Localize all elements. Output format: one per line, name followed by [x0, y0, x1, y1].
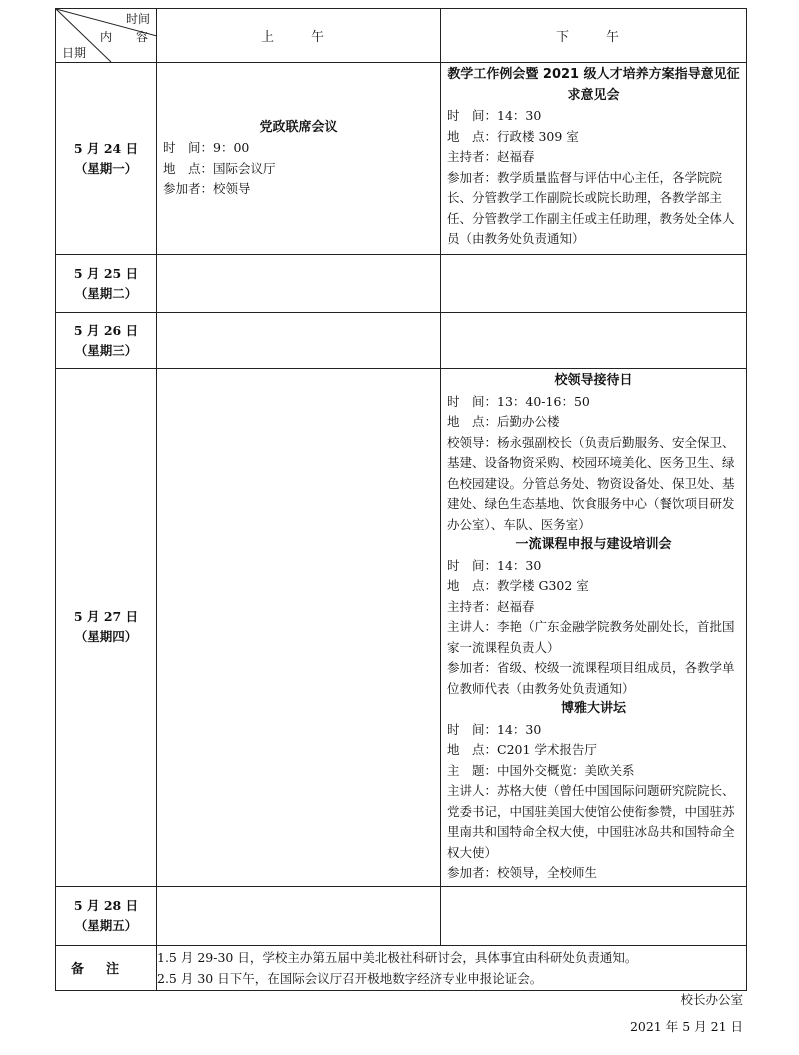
weekday-label: （星期一）	[74, 160, 138, 176]
weekday-label: （星期二）	[74, 285, 138, 301]
am-cell	[157, 369, 441, 887]
footer-date: 2021 年 5 月 21 日	[629, 1019, 743, 1034]
pm-cell	[441, 369, 747, 887]
weekday-label: （星期三）	[74, 342, 138, 358]
am-header: 上 午	[157, 9, 441, 63]
event-detail: 地 点：国际会议厅	[163, 160, 276, 176]
date-cell	[56, 313, 157, 369]
date-cell	[56, 255, 157, 313]
notes-label: 备注	[56, 945, 157, 990]
date-label: 5 月 28 日	[73, 897, 139, 913]
event-detail: 主持者：赵福春	[447, 149, 535, 164]
event-detail: 地 点：后勤办公楼	[447, 414, 560, 429]
corner-cell	[56, 9, 157, 63]
event-detail: 参加者：校领导，全校师生	[447, 865, 598, 880]
pm-cell	[441, 886, 747, 945]
corner-time-label: 时间	[125, 12, 150, 26]
corner-content-label: 内 容	[99, 30, 148, 44]
date-cell	[56, 886, 157, 945]
event-title: 教学工作例会暨 2021 级人才培养方案指导意见征求意见会	[447, 67, 740, 103]
date-cell	[56, 63, 157, 255]
date-label: 5 月 25 日	[73, 265, 139, 281]
schedule-table	[55, 8, 747, 991]
am-cell	[157, 63, 441, 255]
pm-cell	[441, 63, 747, 255]
notes-content	[157, 945, 747, 990]
event-detail: 主讲人：李艳（广东金融学院教务处副处长，首批国家一流课程负责人）	[447, 619, 735, 655]
event-title: 党政联席会议	[259, 119, 338, 135]
event-detail: 主 题：中国外交概览：美欧关系	[447, 762, 635, 778]
weekday-label: （星期五）	[74, 917, 138, 933]
footer-office: 校长办公室	[680, 992, 743, 1007]
date-label: 5 月 27 日	[73, 609, 139, 625]
am-cell	[157, 886, 441, 945]
event-detail: 主讲人：苏格大使（曾任中国国际问题研究院院长、党委书记，中国驻美国大使馆公使衔参赞，中国驻苏里南共和国特命全权大使，中国驻冰岛共和国特命全权大使）	[447, 783, 735, 860]
event-detail: 时 间：14：30	[447, 108, 542, 123]
day-row	[56, 313, 747, 369]
event-detail: 时 间：14：30	[447, 557, 542, 573]
corner-date-label: 日期	[62, 46, 87, 60]
pm-header: 下 午	[441, 9, 747, 63]
note-item: 1.5 月 29-30 日，学校主办第五届中美北极社科研讨会，具体事宜由科研处负责通知。	[157, 949, 638, 965]
date-cell	[56, 369, 157, 887]
day-row	[56, 255, 747, 313]
event-detail: 参加者：教学质量监督与评估中心主任，各学院院长、分管教学工作副院长或院长助理，各教学部主任、分管教学工作副主任或主任助理，教务处全体人员（由教务处负责通知）	[447, 169, 735, 246]
event-detail: 地 点：行政楼 309 室	[447, 128, 579, 144]
event-detail: 时 间：14：30	[447, 721, 542, 737]
notes-row	[56, 945, 747, 990]
am-cell	[157, 313, 441, 369]
event-detail: 参加者：校领导	[163, 181, 251, 196]
note-item: 2.5 月 30 日下午，在国际会议厅召开极地数字经济专业申报论证会。	[157, 970, 543, 986]
pm-cell	[441, 313, 747, 369]
date-label: 5 月 24 日	[73, 140, 139, 156]
pm-cell	[441, 255, 747, 313]
event-title: 一流课程申报与建设培训会	[515, 537, 672, 552]
event-title: 博雅大讲坛	[560, 701, 626, 716]
event-detail: 校领导：杨永强副校长（负责后勤服务、安全保卫、基建、设备物资采购、校园环境美化、医务卫生、绿色校园建设。分管总务处、物资设备处、保卫处、基建处、绿色生态基地、饮食服务中心（餐饮项目研发办公室）、车队、医务室）	[447, 434, 735, 532]
event-detail: 地 点：C201 学术报告厅	[447, 742, 597, 757]
event-detail: 主持者：赵福春	[447, 598, 535, 614]
day-row	[56, 369, 747, 887]
event-title: 校领导接待日	[554, 373, 633, 388]
event-detail: 地 点：教学楼 G302 室	[447, 578, 589, 593]
weekday-label: （星期四）	[74, 629, 138, 645]
am-cell	[157, 255, 441, 313]
event-detail: 时 间：13：40-16：50	[447, 393, 590, 409]
day-row	[56, 63, 747, 255]
date-label: 5 月 26 日	[73, 322, 139, 338]
event-detail: 参加者：省级、校级一流课程项目组成员，各教学单位教师代表（由教务处负责通知）	[447, 660, 735, 696]
event-detail: 时 间：9：00	[163, 140, 250, 155]
header-row	[56, 9, 747, 63]
day-row	[56, 886, 747, 945]
